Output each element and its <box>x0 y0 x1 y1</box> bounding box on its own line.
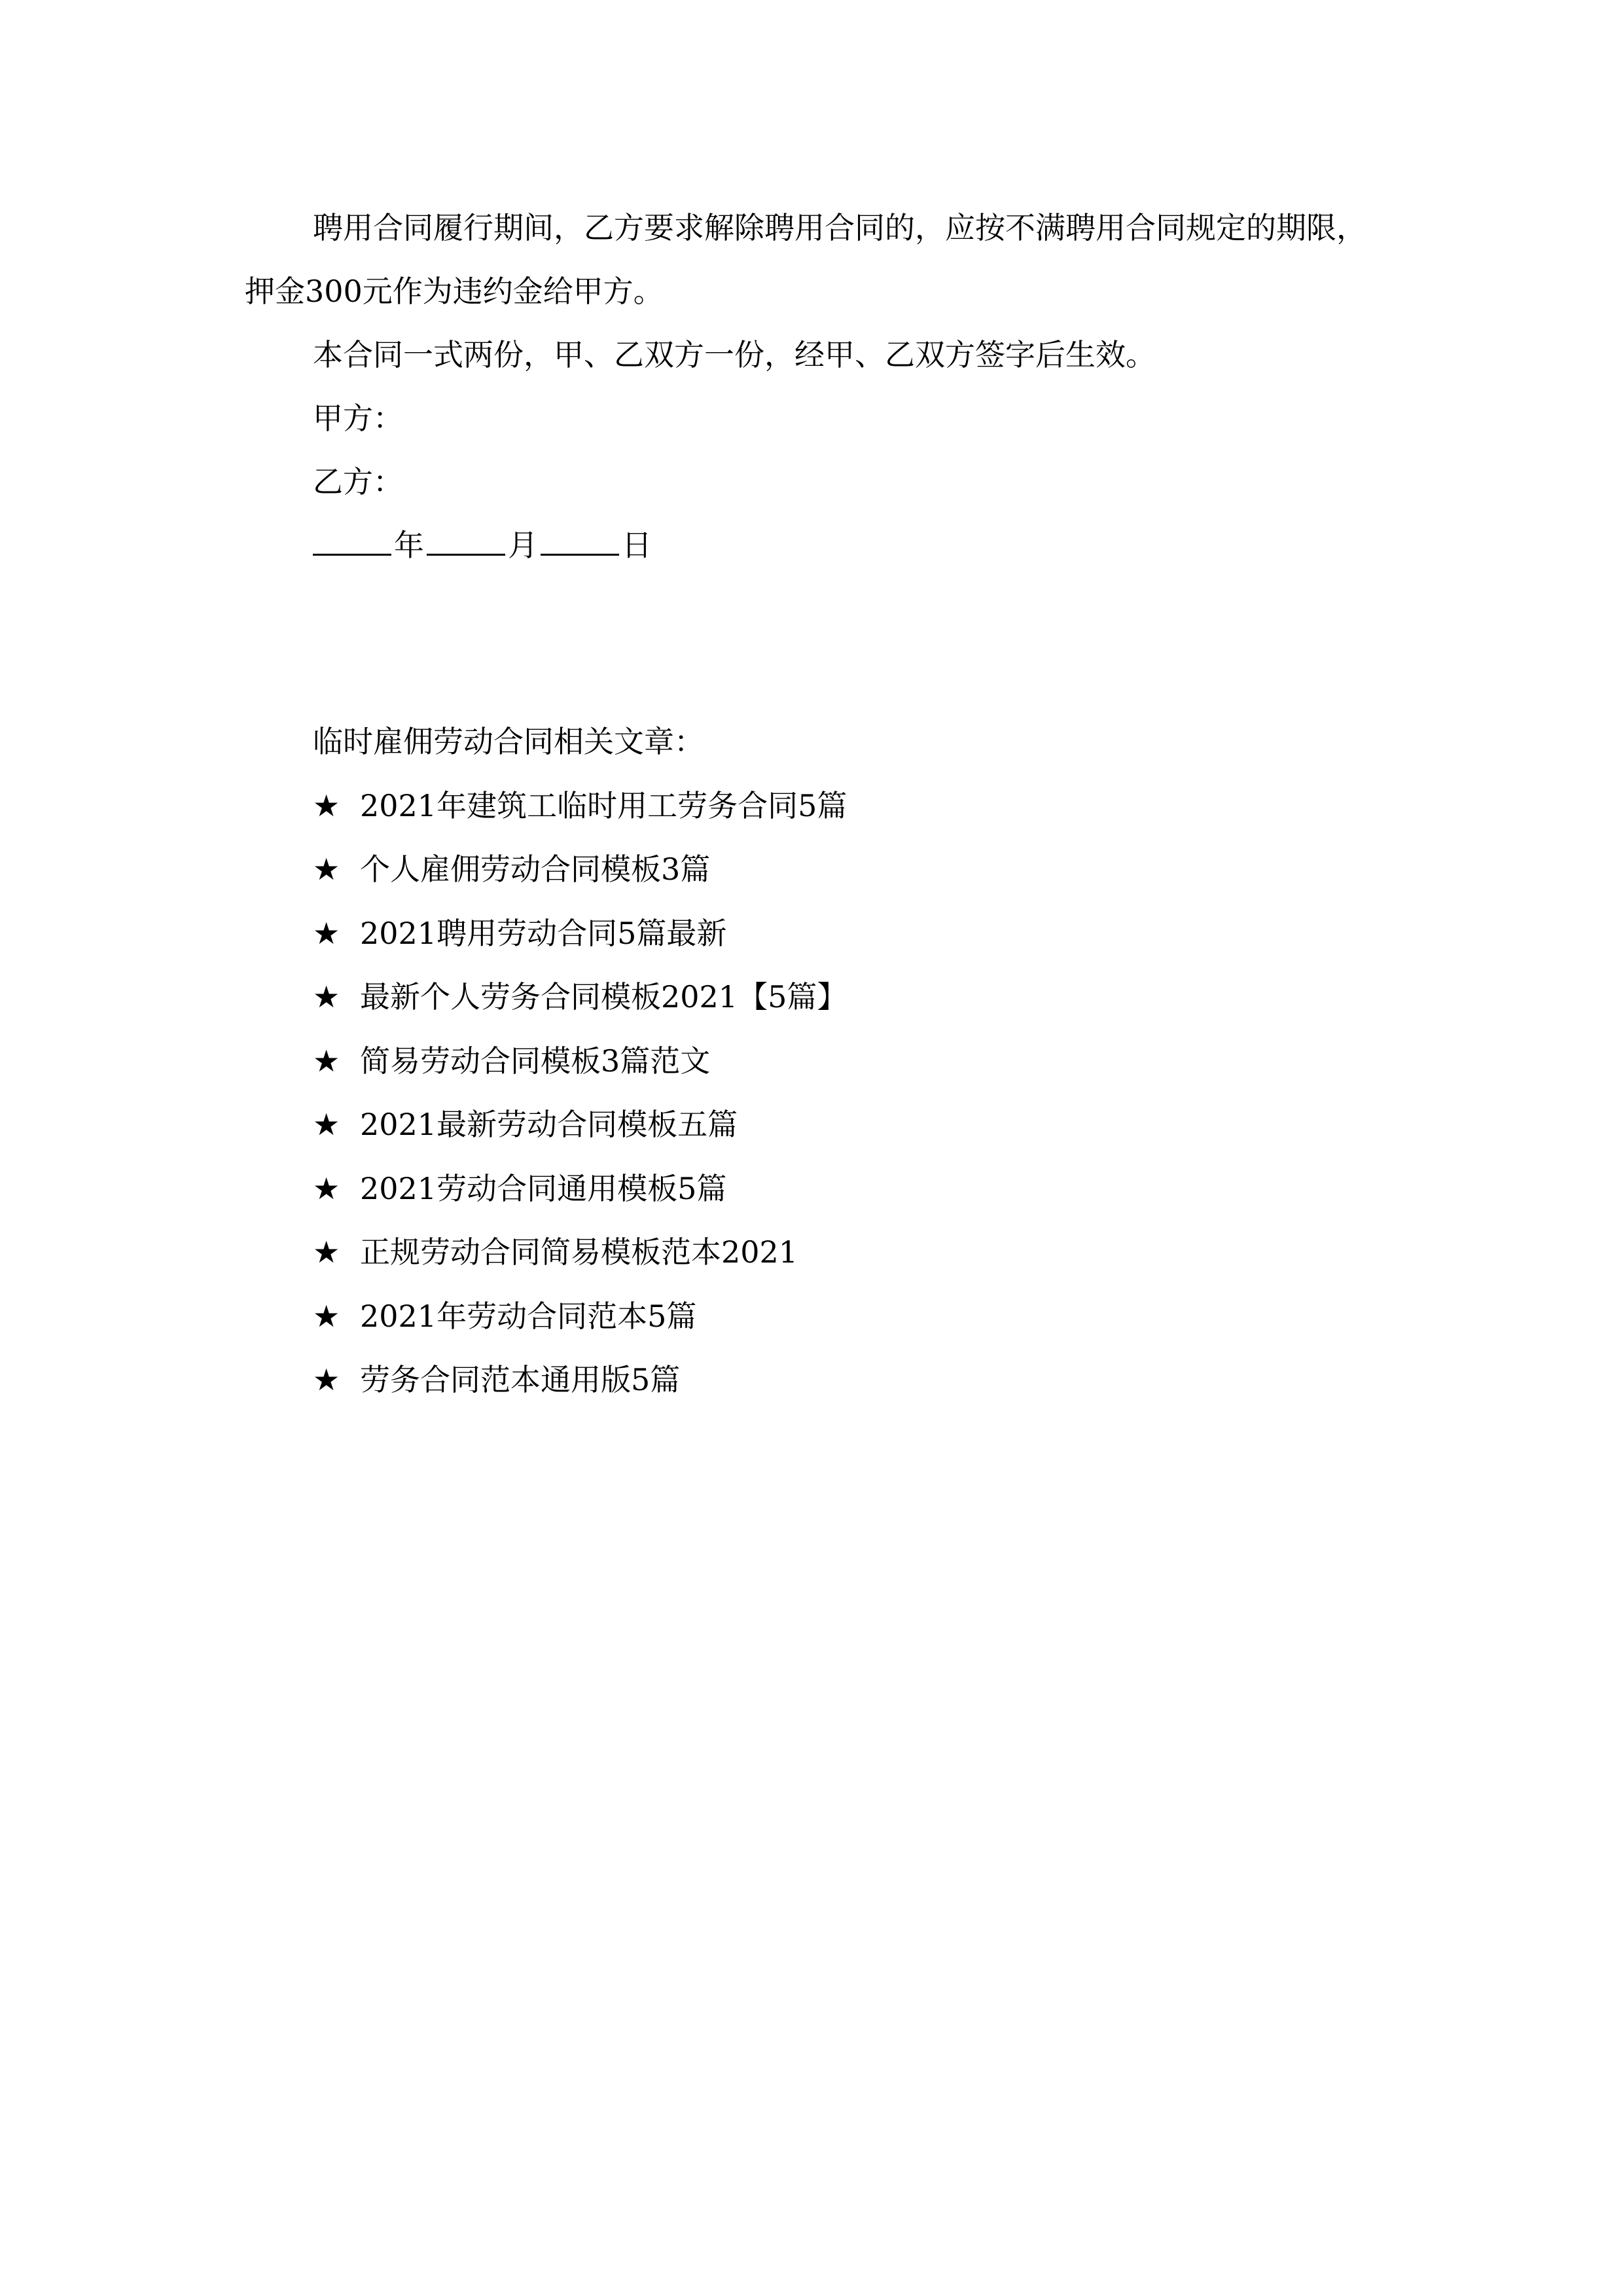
month-blank <box>427 524 505 556</box>
contract-paragraph-copies: 本合同一式两份，甲、乙双方一份，经甲、乙双方签字后生效。 <box>313 337 1156 372</box>
day-label: 日 <box>622 528 652 563</box>
related-article-link[interactable]: 简易劳动合同模板3篇范文 <box>360 1043 711 1079</box>
related-article-link[interactable]: 2021聘用劳动合同5篇最新 <box>360 915 727 951</box>
contract-body <box>245 196 1377 577</box>
related-article-item <box>245 902 1377 966</box>
day-blank <box>541 524 619 556</box>
related-article-item <box>245 1285 1377 1349</box>
party-a-label: 甲方： <box>313 401 403 436</box>
month-label: 月 <box>508 528 538 563</box>
star-icon: ★ <box>313 1234 340 1270</box>
related-article-link[interactable]: 劳务合同范本通用版5篇 <box>360 1362 681 1397</box>
star-icon: ★ <box>313 1298 340 1334</box>
related-article-link[interactable]: 正规劳动合同简易模板范本2021 <box>360 1234 798 1270</box>
star-icon: ★ <box>313 1107 340 1142</box>
party-b-label: 乙方： <box>313 464 403 499</box>
related-articles-list <box>245 774 1377 1412</box>
year-label: 年 <box>394 528 424 563</box>
contract-paragraph-termination: 聘用合同履行期间，乙方要求解除聘用合同的，应按不满聘用合同规定的期限，押金300元作为违约金给甲方。 <box>245 210 1366 309</box>
related-article-item <box>245 1157 1377 1221</box>
star-icon: ★ <box>313 852 340 887</box>
related-article-link[interactable]: 个人雇佣劳动合同模板3篇 <box>360 852 711 887</box>
related-article-item <box>245 1030 1377 1094</box>
related-article-link[interactable]: 2021年建筑工临时用工劳务合同5篇 <box>360 787 847 823</box>
related-article-item <box>245 838 1377 902</box>
signature-date <box>245 514 1377 577</box>
related-article-link[interactable]: 最新个人劳务合同模板2021【5篇】 <box>360 979 847 1014</box>
related-article-link[interactable]: 2021劳动合同通用模板5篇 <box>360 1170 727 1206</box>
related-article-item <box>245 1348 1377 1412</box>
related-articles-title: 临时雇佣劳动合同相关文章： <box>313 724 704 759</box>
related-article-item <box>245 1221 1377 1285</box>
star-icon: ★ <box>313 1362 340 1397</box>
year-blank <box>313 524 391 556</box>
star-icon: ★ <box>313 1170 340 1206</box>
related-article-item <box>245 1093 1377 1157</box>
related-article-item <box>245 965 1377 1030</box>
related-articles <box>245 710 1377 1412</box>
related-article-link[interactable]: 2021最新劳动合同模板五篇 <box>360 1107 738 1142</box>
related-article-link[interactable]: 2021年劳动合同范本5篇 <box>360 1298 697 1334</box>
star-icon: ★ <box>313 979 340 1014</box>
related-article-item <box>245 774 1377 838</box>
star-icon: ★ <box>313 1043 340 1079</box>
star-icon: ★ <box>313 787 340 823</box>
star-icon: ★ <box>313 915 340 951</box>
